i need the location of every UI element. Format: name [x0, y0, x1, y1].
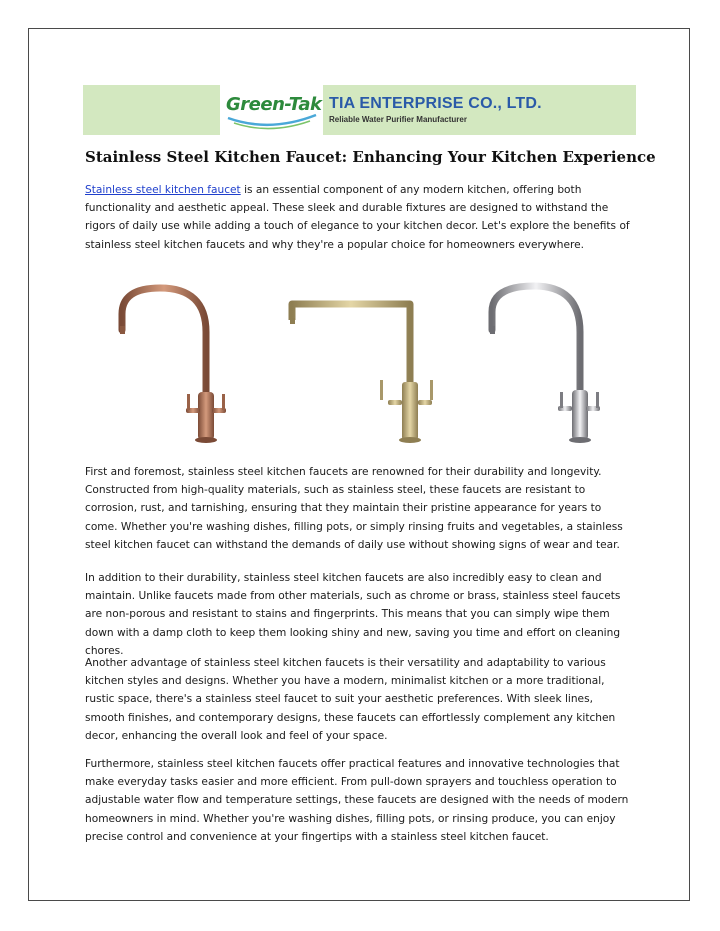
gold-faucet-image	[280, 282, 450, 452]
faucet-images	[110, 282, 630, 452]
chrome-faucet-image	[480, 282, 620, 452]
company-tagline: Reliable Water Purifier Manufacturer	[329, 115, 467, 124]
body-paragraph-4: Furthermore, stainless steel kitchen faucets offer practical features and innovative technologies that make everyday tasks easier and more efficient. From pull-down sprayers and touchless operation to adjustable water flow and temperature settings, these faucets are designed with the needs of modern homeowners in mind. Whether you're washing dishes, filling pots, or rinsing produce, you can enjoy precise control and convenience at your fingertips with a stainless steel kitchen faucet.	[85, 758, 629, 843]
copper-faucet-image	[110, 282, 250, 452]
body-paragraph-2: In addition to their durability, stainless steel kitchen faucets are also incredibly easy to clean and maintain. Unlike faucets made from other materials, such as chrome or brass, stainless steel faucets are non-porous and resistant to stains and fingerprints. This means that you can simply wipe them down with a damp cloth to keep them looking shiny and new, saving you time and effort on cleaning chores.	[85, 572, 621, 657]
logo	[220, 85, 323, 135]
article-title: Stainless Steel Kitchen Faucet: Enhancing Your Kitchen Experience	[85, 148, 656, 166]
logo-text: Green-Tak	[226, 94, 322, 115]
body-paragraph-1: First and foremost, stainless steel kitchen faucets are renowned for their durability and longevity. Constructed from high-quality materials, such as stainless steel, these faucets are resistant to corrosion, rust, and tarnishing, ensuring that they maintain their pristine appearance for years to come. Whether you're washing dishes, filling pots, or simply rinsing fruits and vegetables, a stainless steel kitchen faucet can withstand the demands of daily use without showing signs of wear and tear.	[85, 466, 623, 551]
body-paragraph-3: Another advantage of stainless steel kitchen faucets is their versatility and adaptability to various kitchen styles and designs. Whether you have a modern, minimalist kitchen or a more traditional, rustic space, there's a stainless steel faucet to suit your aesthetic preferences. With sleek lines, smooth finishes, and contemporary designs, these faucets can effortlessly complement any kitchen decor, enhancing the overall look and feel of your space.	[85, 657, 616, 742]
header-banner	[83, 85, 636, 135]
company-name: TIA ENTERPRISE CO., LTD.	[329, 95, 542, 112]
faucet-link[interactable]: Stainless steel kitchen faucet	[85, 184, 241, 196]
intro-text: is an essential component of any modern kitchen, offering both functionality and aesthetic appeal. These sleek and durable fixtures are designed to withstand the rigors of daily use while adding a touch of elegance to your kitchen decor. Let's explore the benefits of stainless steel kitchen faucets and why they're a popular choice for homeowners everywhere.	[85, 184, 630, 251]
intro-paragraph	[85, 181, 633, 254]
